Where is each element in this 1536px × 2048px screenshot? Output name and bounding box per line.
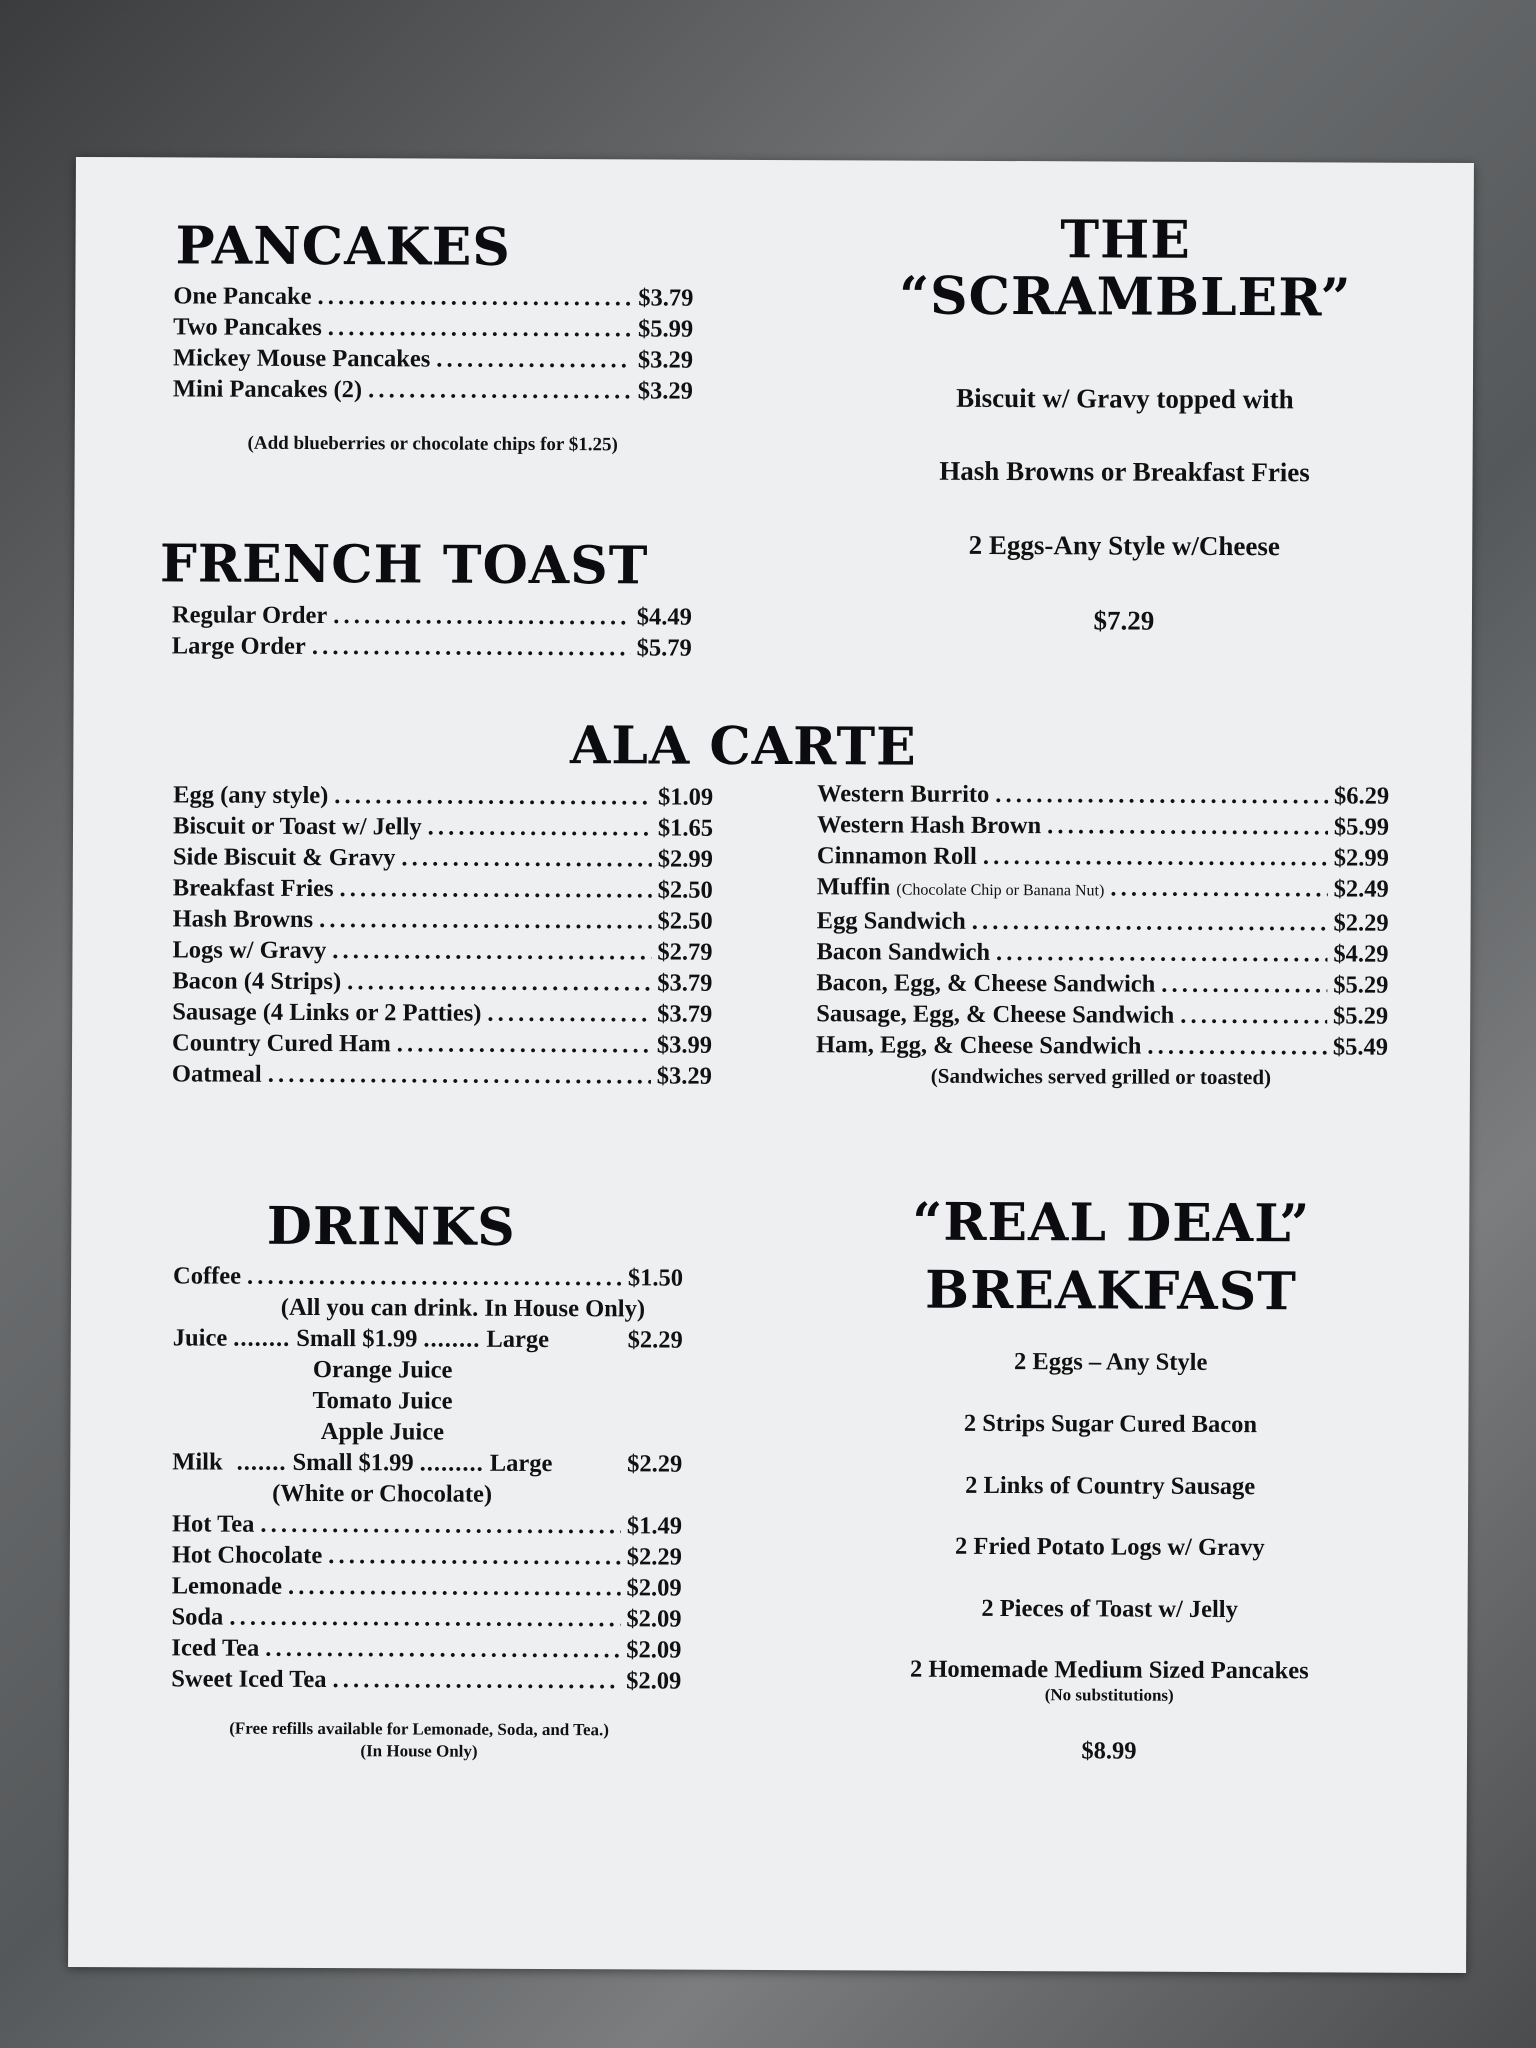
menu-item xyxy=(817,778,1389,811)
scrambler-title-line1: THE xyxy=(1060,209,1191,271)
juice-large-label: Large xyxy=(486,1325,550,1354)
item-price: $2.09 xyxy=(626,1605,682,1633)
item-name: Milk xyxy=(172,1448,223,1476)
milk-item: Milk ....... Small $1.99 ......... Large $2.29 xyxy=(172,1448,683,1478)
menu-item xyxy=(173,1260,683,1293)
menu-item xyxy=(173,903,713,936)
real-deal-title-line1: “REAL DEAL” xyxy=(912,1191,1311,1255)
menu-item xyxy=(172,1027,712,1060)
menu-item xyxy=(172,1601,682,1634)
french-toast-list xyxy=(172,599,692,663)
item-price: $4.49 xyxy=(636,603,693,631)
item-price: $1.49 xyxy=(626,1512,683,1540)
item-name: Hot Chocolate xyxy=(171,1541,323,1570)
item-price: $3.29 xyxy=(637,377,693,405)
item-price: $2.09 xyxy=(626,1667,682,1695)
item-name: Side Biscuit & Gravy xyxy=(172,843,396,872)
scrambler-line: 2 Eggs-Any Style w/Cheese xyxy=(968,529,1280,562)
item-price: $3.79 xyxy=(638,284,694,312)
scrambler-price: $7.29 xyxy=(1093,605,1155,636)
real-deal-line: 2 Strips Sugar Cured Bacon xyxy=(963,1409,1258,1439)
item-price: $2.49 xyxy=(1333,875,1389,903)
menu-item xyxy=(172,965,712,998)
sandwich-note: (Sandwiches served grilled or toasted) xyxy=(930,1063,1272,1090)
real-deal-heading xyxy=(851,1188,1372,1326)
item-name: Sausage, Egg, & Cheese Sandwich xyxy=(816,1000,1175,1029)
item-name: Soda xyxy=(171,1603,224,1631)
item-price: $1.09 xyxy=(657,783,714,811)
menu-item xyxy=(817,871,1389,907)
milk-small-price: Small $1.99 xyxy=(292,1448,414,1477)
french-toast-heading: FRENCH TOAST xyxy=(159,533,649,597)
item-name: Hot Tea xyxy=(171,1510,255,1538)
menu-item xyxy=(172,1058,712,1091)
item-price: $5.99 xyxy=(638,315,694,343)
menu-item xyxy=(816,967,1388,1000)
item-name: Sausage (4 Links or 2 Patties) xyxy=(172,998,482,1027)
scrambler-heading xyxy=(875,210,1375,327)
menu-item xyxy=(173,841,713,874)
menu-item xyxy=(173,872,713,905)
real-deal-line: 2 Homemade Medium Sized Pancakes xyxy=(909,1655,1309,1685)
item-name: Western Hash Brown xyxy=(816,811,1042,840)
pancakes-heading: PANCAKES xyxy=(175,215,512,278)
item-name: Iced Tea xyxy=(171,1634,260,1662)
item-name: Country Cured Ham xyxy=(172,1029,391,1058)
drinks-note-line2: (In House Only) xyxy=(360,1741,478,1761)
coffee-note: (All you can drink. In House Only) xyxy=(280,1293,646,1323)
item-price: $2.29 xyxy=(627,1326,683,1354)
real-deal-line: 2 Eggs – Any Style xyxy=(1013,1348,1208,1376)
item-name: Bacon, Egg, & Cheese Sandwich xyxy=(816,969,1156,998)
item-price: $2.29 xyxy=(1333,909,1389,937)
item-name: Mini Pancakes (2) xyxy=(172,375,363,404)
menu-item xyxy=(172,1570,682,1603)
menu-item xyxy=(171,1632,681,1665)
item-name: Lemonade xyxy=(171,1572,283,1600)
item-name: Logs w/ Gravy xyxy=(172,936,327,965)
item-name: Mickey Mouse Pancakes xyxy=(173,344,431,373)
menu-item xyxy=(172,934,712,967)
drinks-note xyxy=(169,1717,669,1763)
item-price: $5.29 xyxy=(1333,971,1389,999)
real-deal-price: $8.99 xyxy=(1081,1737,1137,1765)
juice-types xyxy=(172,1353,592,1448)
item-name: Bacon (4 Strips) xyxy=(172,967,342,996)
item-name: Egg (any style) xyxy=(173,781,329,810)
juice-item: Juice ........ Small $1.99 ........ Large $2.29 xyxy=(172,1324,683,1354)
real-deal-title-line2: BREAKFAST xyxy=(924,1259,1298,1323)
item-name-main: Muffin xyxy=(816,873,891,901)
juice-small-price: Small $1.99 xyxy=(296,1324,418,1353)
item-price: $6.29 xyxy=(1333,782,1390,810)
item-name: Hash Browns xyxy=(172,905,314,934)
item-name: Biscuit or Toast w/ Jelly xyxy=(172,812,422,841)
item-price: $1.65 xyxy=(657,814,714,842)
ala-carte-heading: ALA CARTE xyxy=(569,715,917,778)
real-deal-line: 2 Pieces of Toast w/ Jelly xyxy=(981,1594,1238,1624)
scrambler-line: Hash Browns or Breakfast Fries xyxy=(939,455,1310,488)
item-name: Cinnamon Roll xyxy=(816,842,977,870)
scrambler-title-line2: “SCRAMBLER” xyxy=(899,265,1352,329)
juice-type: Tomato Juice xyxy=(312,1387,453,1415)
juice-type: Orange Juice xyxy=(312,1356,453,1384)
item-name: Western Burrito xyxy=(817,780,990,808)
item-price: $5.29 xyxy=(1333,1002,1389,1030)
menu-item xyxy=(171,1663,681,1696)
item-name: Sweet Iced Tea xyxy=(171,1665,327,1694)
menu-item xyxy=(172,996,712,1029)
item-price: $2.29 xyxy=(626,1543,682,1571)
item-price: $3.99 xyxy=(656,1031,713,1059)
item-name: Oatmeal xyxy=(171,1060,262,1088)
item-price: $2.50 xyxy=(657,907,713,935)
menu-item xyxy=(172,599,692,632)
item-price: $3.29 xyxy=(656,1062,713,1090)
menu-item xyxy=(817,840,1389,873)
milk-large-label: Large xyxy=(489,1449,553,1478)
menu-item xyxy=(173,342,693,375)
item-name: Ham, Egg, & Cheese Sandwich xyxy=(816,1031,1142,1060)
pancakes-note: (Add blueberries or chocolate chips for $1.25) xyxy=(247,432,618,456)
menu-item xyxy=(172,630,692,663)
item-price: $5.79 xyxy=(636,634,692,662)
item-price: $2.09 xyxy=(626,1636,682,1664)
item-price: $2.50 xyxy=(657,876,713,904)
item-price: $2.09 xyxy=(626,1574,682,1602)
menu-item xyxy=(816,936,1388,969)
scrambler-description xyxy=(874,382,1375,637)
item-name: One Pancake xyxy=(173,282,312,310)
menu-item xyxy=(173,373,693,406)
drinks-heading: DRINKS xyxy=(266,1195,516,1258)
item-price: $2.79 xyxy=(657,938,713,966)
item-name: Large Order xyxy=(171,632,306,660)
item-name: Coffee xyxy=(173,1262,242,1290)
item-price: $3.79 xyxy=(657,969,713,997)
pancakes-list xyxy=(173,280,694,406)
item-name: Egg Sandwich xyxy=(816,907,966,935)
item-price: $5.49 xyxy=(1332,1033,1389,1061)
item-price: $3.79 xyxy=(657,1000,713,1028)
menu-item xyxy=(173,280,693,313)
juice-type: Apple Juice xyxy=(320,1418,445,1446)
real-deal-line: 2 Fried Potato Logs w/ Gravy xyxy=(955,1532,1265,1562)
menu-item xyxy=(173,311,693,344)
item-price: $4.29 xyxy=(1333,940,1389,968)
real-deal-line: 2 Links of Country Sausage xyxy=(965,1471,1256,1501)
menu-item xyxy=(816,1029,1388,1062)
menu-item xyxy=(817,809,1389,842)
item-price: $2.29 xyxy=(627,1450,683,1478)
item-subnote: (Chocolate Chip or Banana Nut) xyxy=(896,881,1105,900)
item-name xyxy=(817,871,1105,906)
item-name: Regular Order xyxy=(171,601,328,630)
item-price: $3.29 xyxy=(637,346,694,374)
item-price: $5.99 xyxy=(1333,813,1390,841)
menu-item xyxy=(172,1539,682,1572)
item-price: $2.99 xyxy=(1333,844,1389,872)
menu-item xyxy=(816,998,1388,1031)
menu-item xyxy=(817,905,1389,938)
item-name: Breakfast Fries xyxy=(172,874,334,903)
milk-note: (White or Chocolate) xyxy=(272,1479,493,1508)
menu-item xyxy=(173,810,713,843)
item-name: Two Pancakes xyxy=(173,313,322,342)
scrambler-line: Biscuit w/ Gravy topped with xyxy=(956,382,1294,415)
menu-sheet xyxy=(68,157,1474,1973)
real-deal-items xyxy=(849,1345,1371,1767)
item-name: Juice xyxy=(172,1324,228,1352)
ala-carte-left-list xyxy=(172,779,713,1091)
real-deal-subnote: (No substitutions) xyxy=(1044,1685,1174,1705)
drinks-list xyxy=(171,1260,683,1696)
item-price: $1.50 xyxy=(627,1264,684,1292)
menu-item xyxy=(173,779,713,812)
drinks-note-line1: (Free refills available for Lemonade, Soda, and Tea.) xyxy=(229,1718,609,1740)
item-price: $2.99 xyxy=(657,845,713,873)
ala-carte-right-list xyxy=(816,778,1389,1092)
menu-item xyxy=(172,1508,682,1541)
item-name: Bacon Sandwich xyxy=(816,938,991,966)
